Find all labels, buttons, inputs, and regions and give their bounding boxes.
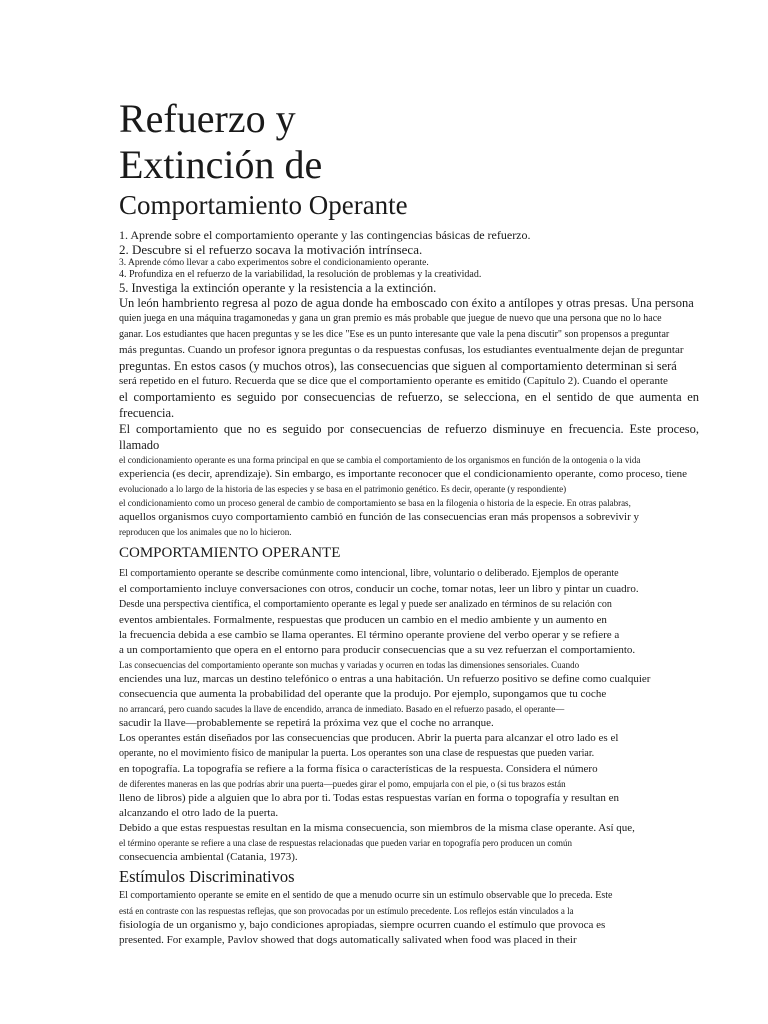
text-line: el condicionamiento operante es una forma principal en que se cambia el comportamiento de los organismos en función de la ontogenia o la vida bbox=[119, 455, 641, 465]
text-line: el comportamiento es seguido por consecuencias de refuerzo, se selecciona, en el sentido de que aumenta en frecuencia. bbox=[119, 390, 699, 420]
text-line: enciendes una luz, marcas un destino telefónico o entras a una habitación. Un refuerzo positivo se define como cualquier bbox=[119, 673, 651, 685]
objectives-list bbox=[119, 228, 699, 295]
text-line: el condicionamiento como un proceso general de cambio de comportamiento se basa en la filogenia o historia de la especie. En otras palabras, bbox=[119, 498, 631, 508]
text-line: en topografía. La topografía se refiere a la forma física o características de la respuesta. Considera el número bbox=[119, 763, 598, 775]
text-line: El comportamiento que no es seguido por consecuencias de refuerzo disminuye en frecuencia. Este proceso, llamado bbox=[119, 422, 699, 452]
text-line: eventos ambientales. Formalmente, respuestas que producen un cambio en el medio ambiente y un aumento en bbox=[119, 614, 607, 626]
section-heading: COMPORTAMIENTO OPERANTE bbox=[119, 545, 341, 561]
subtitle: Comportamiento Operante bbox=[119, 190, 408, 220]
text-line: el comportamiento incluye conversaciones con otros, conducir un coche, tomar notas, leer un libro y pintar un cuadro. bbox=[119, 583, 639, 595]
text-line: preguntas. En estos casos (y muchos otros), las consecuencias que siguen al comportamiento determinan si será bbox=[119, 359, 677, 373]
page-content bbox=[119, 96, 699, 948]
text-line: será repetido en el futuro. Recuerda que se dice que el comportamiento operante es emitido (Capítulo 2). Cuando el operante bbox=[119, 375, 668, 387]
title-line-1: Refuerzo y bbox=[119, 96, 296, 141]
text-line: sacudir la llave—probablemente se repetirá la próxima vez que el coche no arranque. bbox=[119, 717, 494, 729]
text-line: aquellos organismos cuyo comportamiento cambió en función de las consecuencias eran más propensos a sobrevivir y bbox=[119, 511, 640, 523]
text-line: lleno de libros) pide a alguien que lo abra por ti. Todas estas respuestas varían en forma o topografía y resultan en bbox=[119, 792, 619, 804]
text-line: El comportamiento operante se emite en el sentido de que a menudo ocurre sin un estímulo observable que lo preceda. Este bbox=[119, 890, 613, 901]
intro-paragraph bbox=[119, 295, 699, 539]
text-line: está en contraste con las respuestas reflejas, que son provocadas por un estímulo precedente. Los reflejos están vinculados a la bbox=[119, 906, 574, 916]
title-line-2: Extinción de bbox=[119, 142, 323, 187]
text-line: Un león hambriento regresa al pozo de agua donde ha emboscado con éxito a antílopes y otras presas. Una persona bbox=[119, 296, 694, 310]
text-line: la frecuencia debida a ese cambio se llama operantes. El término operante proviene del verbo operar y se refiere a bbox=[119, 629, 620, 641]
objective-item: 2. Descubre si el refuerzo socava la motivación intrínseca. bbox=[119, 242, 423, 257]
text-line: más preguntas. Cuando un profesor ignora preguntas o da respuestas confusas, los estudiantes eventualmente dejan de preguntar bbox=[119, 344, 684, 356]
objective-item: 5. Investiga la extinción operante y la resistencia a la extinción. bbox=[119, 281, 437, 295]
text-line: Las consecuencias del comportamiento operante son muchas y variadas y ocurren en todas las dimensiones sensoriales. Cuando bbox=[119, 660, 580, 670]
text-line: alcanzando el otro lado de la puerta. bbox=[119, 807, 279, 819]
text-line: fisiología de un organismo y, bajo condiciones apropiadas, siempre ocurren cuando el estímulo que provoca es bbox=[119, 919, 606, 931]
text-line: no arrancará, pero cuando sacudes la llave de encendido, arranca de inmediato. Basado en el refuerzo pasado, el operante— bbox=[119, 704, 565, 714]
text-line: ganar. Los estudiantes que hacen preguntas y se les dice "Ese es un punto interesante que vale la pena discutir" son propensos a preguntar bbox=[119, 329, 670, 340]
text-line: Los operantes están diseñados por las consecuencias que producen. Abrir la puerta para alcanzar el otro lado es el bbox=[119, 732, 619, 744]
text-line: operante, no el movimiento físico de manipular la puerta. Los operantes son una clase de respuestas que pueden variar. bbox=[119, 748, 595, 759]
text-line: Debido a que estas respuestas resultan en la misma consecuencia, son miembros de la misma clase operante. Así que, bbox=[119, 822, 635, 834]
text-line: presented. For example, Pavlov showed that dogs automatically salivated when food was placed in their bbox=[119, 934, 577, 946]
text-line: consecuencia ambiental (Catania, 1973). bbox=[119, 851, 298, 863]
objective-item: 3. Aprende cómo llevar a cabo experimentos sobre el condicionamiento operante. bbox=[119, 258, 429, 268]
section-stimuli-body bbox=[119, 888, 699, 948]
text-line: Desde una perspectiva científica, el comportamiento operante es legal y puede ser analizado en términos de su relación con bbox=[119, 599, 612, 610]
text-line: experiencia (es decir, aprendizaje). Sin embargo, es importante reconocer que el condicionamiento operante, como proceso, tiene bbox=[119, 468, 688, 480]
text-line: El comportamiento operante se describe comúnmente como intencional, libre, voluntario o deliberado. Ejemplos de operante bbox=[119, 568, 619, 579]
text-line: evolucionado a lo largo de la historia de las especies y se basa en el patrimonio genético. Es decir, operante (y respondiente) bbox=[119, 484, 567, 494]
text-line: consecuencia que aumenta la probabilidad del operante que la produjo. Por ejemplo, supongamos que tu coche bbox=[119, 688, 607, 700]
text-line: de diferentes maneras en las que podrías abrir una puerta—puedes girar el pomo, empujarla con el pie, o (si tus brazos están bbox=[119, 779, 566, 789]
text-line: reproducen que los animales que no lo hicieron. bbox=[119, 527, 292, 537]
text-line: quien juega en una máquina tragamonedas y gana un gran premio es más probable que juegue de nuevo que una persona que no lo hace bbox=[119, 313, 662, 324]
text-line: el término operante se refiere a una clase de respuestas relacionadas que pueden variar en topografía pero producen un común bbox=[119, 838, 573, 848]
objective-item: 1. Aprende sobre el comportamiento operante y las contingencias básicas de refuerzo. bbox=[119, 228, 531, 242]
section-heading: Estímulos Discriminativos bbox=[119, 867, 295, 886]
objective-item: 4. Profundiza en el refuerzo de la variabilidad, la resolución de problemas y la creatividad. bbox=[119, 269, 482, 280]
text-line: a un comportamiento que opera en el entorno para producir consecuencias que a su vez refuerzan el comportamiento. bbox=[119, 644, 636, 656]
section-operant-body bbox=[119, 566, 699, 865]
